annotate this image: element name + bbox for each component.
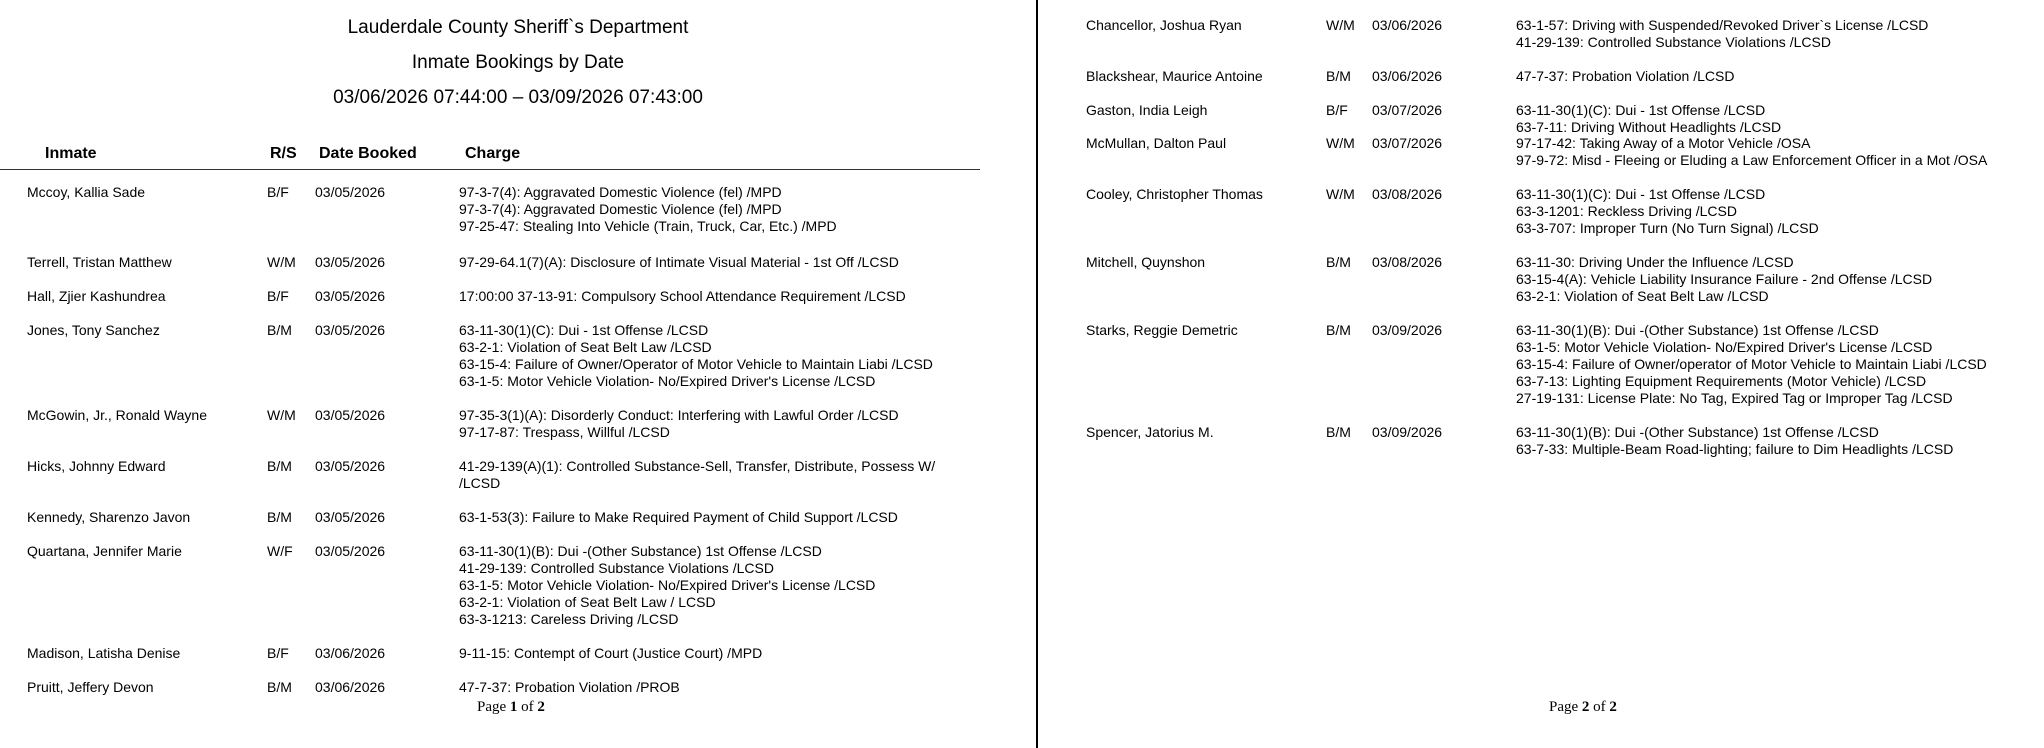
race-sex: B/M bbox=[1326, 424, 1351, 440]
charge-list bbox=[459, 543, 875, 628]
inmate-name: Mccoy, Kallia Sade bbox=[27, 184, 146, 200]
inmate-name: Pruitt, Jeffery Devon bbox=[27, 679, 154, 695]
charge-list bbox=[1516, 322, 1987, 407]
charge-line: 63-3-1201: Reckless Driving /LCSD bbox=[1516, 203, 1737, 219]
charge-list bbox=[459, 509, 898, 526]
inmate-name: Cooley, Christopher Thomas bbox=[1086, 186, 1263, 202]
date-booked: 03/05/2026 bbox=[315, 458, 386, 474]
date-booked: 03/07/2026 bbox=[1372, 102, 1443, 118]
page-footer-1 bbox=[477, 699, 545, 716]
inmate-name: Hicks, Johnny Edward bbox=[27, 458, 166, 474]
race-sex: B/M bbox=[267, 509, 292, 525]
inmate-name: Quartana, Jennifer Marie bbox=[27, 543, 182, 559]
date-booked: 03/05/2026 bbox=[315, 322, 386, 338]
page-footer-2 bbox=[1549, 699, 1617, 716]
charge-line: 41-29-139(A)(1): Controlled Substance-Sell, Transfer, Distribute, Possess W/ bbox=[459, 458, 936, 474]
charge-list bbox=[459, 458, 935, 492]
charge-line: 63-11-30(1)(B): Dui -(Other Substance) 1st Offense /LCSD bbox=[1516, 322, 1879, 338]
charge-list bbox=[1516, 424, 1953, 458]
footer-page-total: 2 bbox=[1609, 699, 1617, 715]
charge-list bbox=[459, 407, 899, 441]
charge-line: 97-35-3(1)(A): Disorderly Conduct: Interfering with Lawful Order /LCSD bbox=[459, 407, 899, 423]
charge-line: 97-29-64.1(7)(A): Disclosure of Intimate Visual Material - 1st Off /LCSD bbox=[459, 254, 899, 270]
footer-page-total: 2 bbox=[537, 699, 545, 715]
charge-line: 63-3-1213: Careless Driving /LCSD bbox=[459, 611, 679, 627]
charge-list bbox=[1516, 186, 1819, 237]
footer-page-number: 2 bbox=[1581, 699, 1590, 715]
race-sex: B/M bbox=[267, 458, 292, 474]
charge-line: 63-11-30(1)(B): Dui -(Other Substance) 1st Offense /LCSD bbox=[1516, 424, 1879, 440]
charge-line: 97-17-87: Trespass, Willful /LCSD bbox=[459, 424, 670, 440]
race-sex: B/F bbox=[267, 184, 289, 200]
charge-list bbox=[1516, 135, 1987, 169]
charge-line: 63-11-30(1)(C): Dui - 1st Offense /LCSD bbox=[1516, 102, 1766, 118]
charge-line: 97-3-7(4): Aggravated Domestic Violence (fel) /MPD bbox=[459, 201, 782, 217]
report-title: Inmate Bookings by Date bbox=[411, 52, 625, 73]
charge-line: 17:00:00 37-13-91: Compulsory School Attendance Requirement /LCSD bbox=[459, 288, 906, 304]
charge-line: 97-9-72: Misd - Fleeing or Eluding a Law Enforcement Officer in a Mot /OSA bbox=[1516, 152, 1988, 168]
race-sex: B/F bbox=[267, 288, 289, 304]
date-booked: 03/05/2026 bbox=[315, 407, 386, 423]
charge-line: 63-11-30(1)(B): Dui -(Other Substance) 1st Offense /LCSD bbox=[459, 543, 822, 559]
date-booked: 03/06/2026 bbox=[1372, 68, 1443, 84]
charge-list bbox=[459, 322, 933, 390]
race-sex: W/M bbox=[1326, 17, 1355, 33]
race-sex: B/M bbox=[1326, 68, 1351, 84]
charge-line: 47-7-37: Probation Violation /PROB bbox=[459, 679, 680, 695]
charge-line: 63-1-57: Driving with Suspended/Revoked Driver`s License /LCSD bbox=[1516, 17, 1929, 33]
race-sex: W/M bbox=[1326, 186, 1355, 202]
charge-line: 63-1-53(3): Failure to Make Required Payment of Child Support /LCSD bbox=[459, 509, 898, 525]
inmate-name: Jones, Tony Sanchez bbox=[27, 322, 160, 338]
date-booked: 03/05/2026 bbox=[315, 288, 386, 304]
charge-line: 97-3-7(4): Aggravated Domestic Violence (fel) /MPD bbox=[459, 184, 782, 200]
charge-line: 9-11-15: Contempt of Court (Justice Court) /MPD bbox=[459, 645, 763, 661]
race-sex: B/M bbox=[1326, 322, 1351, 338]
charge-line: 63-15-4: Failure of Owner/operator of Motor Vehicle to Maintain Liabi /LCSD bbox=[1516, 356, 1987, 372]
charge-line: 63-3-707: Improper Turn (No Turn Signal) /LCSD bbox=[1516, 220, 1819, 236]
race-sex: W/M bbox=[267, 254, 296, 270]
charge-line: 41-29-139: Controlled Substance Violations /LCSD bbox=[1516, 34, 1831, 50]
charge-line: 63-1-5: Motor Vehicle Violation- No/Expired Driver's License /LCSD bbox=[459, 373, 876, 389]
charge-line: 63-7-13: Lighting Equipment Requirements (Motor Vehicle) /LCSD bbox=[1516, 373, 1927, 389]
charge-line: 63-7-11: Driving Without Headlights /LCSD bbox=[1516, 119, 1782, 135]
date-booked: 03/09/2026 bbox=[1372, 424, 1443, 440]
footer-prefix: Page bbox=[477, 699, 510, 715]
race-sex: W/M bbox=[1326, 135, 1355, 151]
charge-line: 63-2-1: Violation of Seat Belt Law /LCSD bbox=[459, 339, 712, 355]
charge-line: 63-7-33: Multiple-Beam Road-lighting; failure to Dim Headlights /LCSD bbox=[1516, 441, 1954, 457]
inmate-name: Madison, Latisha Denise bbox=[27, 645, 181, 661]
inmate-name: McGowin, Jr., Ronald Wayne bbox=[27, 407, 207, 423]
date-booked: 03/09/2026 bbox=[1372, 322, 1443, 338]
inmate-name: Chancellor, Joshua Ryan bbox=[1086, 17, 1242, 33]
footer-prefix: Page bbox=[1549, 699, 1582, 715]
footer-page-number: 1 bbox=[509, 699, 518, 715]
inmate-name: Gaston, India Leigh bbox=[1086, 102, 1208, 118]
inmate-name: Mitchell, Quynshon bbox=[1086, 254, 1206, 270]
column-header-charge: Charge bbox=[465, 145, 521, 162]
charge-line: 97-25-47: Stealing Into Vehicle (Train, Truck, Car, Etc.) /MPD bbox=[459, 218, 837, 234]
charge-list bbox=[459, 184, 837, 235]
header-divider bbox=[0, 169, 980, 170]
charge-list bbox=[459, 288, 906, 305]
race-sex: B/F bbox=[1326, 102, 1348, 118]
charge-list bbox=[1516, 17, 1928, 51]
charge-line: 97-17-42: Taking Away of a Motor Vehicle /OSA bbox=[1516, 135, 1811, 151]
inmate-name: Hall, Zjier Kashundrea bbox=[27, 288, 166, 304]
footer-of: of bbox=[1589, 699, 1610, 715]
date-booked: 03/08/2026 bbox=[1372, 254, 1443, 270]
date-booked: 03/06/2026 bbox=[315, 645, 386, 661]
date-booked: 03/06/2026 bbox=[1372, 17, 1443, 33]
column-header-rs: R/S bbox=[270, 145, 297, 162]
charge-line: 63-11-30(1)(C): Dui - 1st Offense /LCSD bbox=[459, 322, 709, 338]
charge-line: 63-15-4: Failure of Owner/Operator of Motor Vehicle to Maintain Liabi /LCSD bbox=[459, 356, 933, 372]
charge-line: 47-7-37: Probation Violation /LCSD bbox=[1516, 68, 1735, 84]
race-sex: B/M bbox=[267, 679, 292, 695]
date-booked: 03/08/2026 bbox=[1372, 186, 1443, 202]
date-range: 03/06/2026 07:44:00 – 03/09/2026 07:43:00 bbox=[333, 87, 703, 108]
race-sex: W/M bbox=[267, 407, 296, 423]
charge-line: 63-2-1: Violation of Seat Belt Law /LCSD bbox=[1516, 288, 1769, 304]
charge-line: 63-11-30: Driving Under the Influence /LCSD bbox=[1516, 254, 1794, 270]
charge-line: 41-29-139: Controlled Substance Violations /LCSD bbox=[459, 560, 774, 576]
inmate-name: McMullan, Dalton Paul bbox=[1086, 135, 1227, 151]
race-sex: B/M bbox=[1326, 254, 1351, 270]
charge-line: 63-1-5: Motor Vehicle Violation- No/Expired Driver's License /LCSD bbox=[459, 577, 876, 593]
charge-line: 63-15-4(A): Vehicle Liability Insurance Failure - 2nd Offense /LCSD bbox=[1516, 271, 1933, 287]
charge-list bbox=[459, 679, 680, 696]
date-booked: 03/05/2026 bbox=[315, 184, 386, 200]
race-sex: B/F bbox=[267, 645, 289, 661]
inmate-name: Blackshear, Maurice Antoine bbox=[1086, 68, 1263, 84]
agency-title: Lauderdale County Sheriff`s Department bbox=[347, 17, 689, 38]
charge-list bbox=[1516, 68, 1734, 85]
column-header-inmate: Inmate bbox=[45, 145, 97, 162]
date-booked: 03/06/2026 bbox=[315, 679, 386, 695]
charge-list bbox=[459, 645, 762, 662]
report-page-2 bbox=[1038, 0, 2044, 748]
charge-list bbox=[1516, 254, 1932, 305]
date-booked: 03/07/2026 bbox=[1372, 135, 1443, 151]
inmate-name: Starks, Reggie Demetric bbox=[1086, 322, 1238, 338]
charge-line: 63-1-5: Motor Vehicle Violation- No/Expired Driver's License /LCSD bbox=[1516, 339, 1933, 355]
footer-of: of bbox=[517, 699, 538, 715]
charge-line: 27-19-131: License Plate: No Tag, Expired Tag or Improper Tag /LCSD bbox=[1516, 390, 1953, 406]
race-sex: W/F bbox=[267, 543, 293, 559]
charge-line: /LCSD bbox=[459, 475, 501, 491]
charge-list bbox=[1516, 102, 1781, 136]
column-header-date-booked: Date Booked bbox=[319, 145, 417, 162]
date-booked: 03/05/2026 bbox=[315, 509, 386, 525]
charge-line: 63-11-30(1)(C): Dui - 1st Offense /LCSD bbox=[1516, 186, 1766, 202]
inmate-name: Spencer, Jatorius M. bbox=[1086, 424, 1214, 440]
race-sex: B/M bbox=[267, 322, 292, 338]
charge-list bbox=[459, 254, 899, 271]
inmate-name: Terrell, Tristan Matthew bbox=[27, 254, 172, 270]
date-booked: 03/05/2026 bbox=[315, 254, 386, 270]
date-booked: 03/05/2026 bbox=[315, 543, 386, 559]
charge-line: 63-2-1: Violation of Seat Belt Law / LCSD bbox=[459, 594, 716, 610]
inmate-name: Kennedy, Sharenzo Javon bbox=[27, 509, 191, 525]
